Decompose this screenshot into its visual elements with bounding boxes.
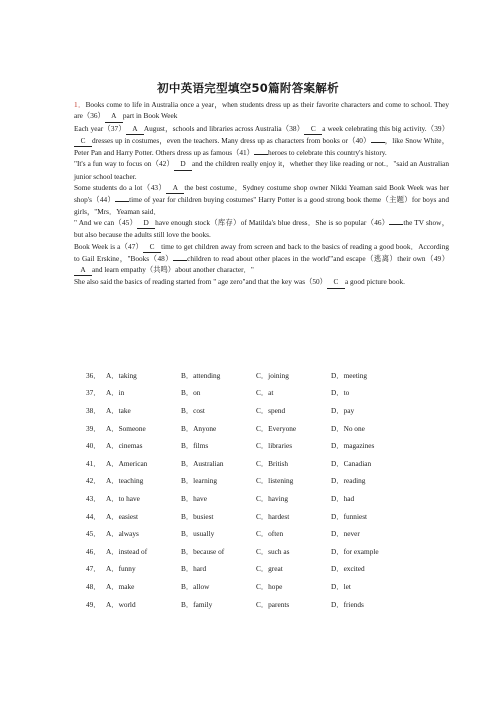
option-d: D．No one [331,423,365,433]
option-c: C．often [256,529,284,539]
text: time of year for children buying costumes" Harry Potter is a good strong book theme（主题）for boys and girls，"Mrs．Yeaman said． [74,195,449,216]
option-b: B．because of [181,546,225,556]
option-d: D．meeting [331,370,368,380]
answer-blank-45: D [137,217,155,229]
option-row [86,420,416,438]
text: the best costume．Sydney costume shop owner Nikki Yeaman said Book Week was her shop's（44） [74,183,450,205]
option-row [86,561,416,579]
option-c: C．at [256,388,274,398]
option-c: C．joining [256,370,289,380]
option-c: C．great [256,564,283,574]
text: children to read about other places in the world'"and escape（逃离）their own（49） [187,253,450,263]
option-c: C．having [256,493,289,503]
text: part in Book Week [122,111,178,121]
option-a: A．American [106,458,148,468]
option-row [86,367,416,385]
answer-blank-42: D [174,158,192,170]
option-number: 48． [86,581,101,591]
option-number: 39． [86,423,101,433]
option-row [86,473,416,491]
text: She also said the basics of reading started from " age zero"and that the key was（50） [74,277,327,287]
text: a good picture book. [344,277,405,287]
option-number: 43． [86,493,101,503]
option-a: A．make [106,581,135,591]
option-row [86,525,416,543]
option-b: B．films [181,441,209,451]
option-a: A．taking [106,370,137,380]
option-c: C．libraries [256,441,293,451]
option-number: 47． [86,564,101,574]
option-b: B．family [181,599,213,609]
answer-blank-50: C [327,276,345,288]
page-title: 初中英语完型填空50篇附答案解析 [157,81,339,95]
option-number: 40． [86,441,101,451]
option-b: B．allow [181,581,210,591]
option-b: B．Australian [181,458,224,468]
paragraph-2 [74,123,449,159]
option-number: 37． [86,388,101,398]
option-c: C．listening [256,476,294,486]
text: a week celebrating this big activity.（39） [322,123,449,133]
answer-blank-38: C [304,123,322,135]
text: Some students do a lot（43） [74,183,167,193]
option-a: A．world [106,599,136,609]
paragraph-7 [74,276,449,288]
option-d: D．let [331,581,351,591]
option-d: D．excited [331,564,365,574]
answer-blank-47: C [143,241,161,253]
option-a: A．take [106,405,131,415]
option-a: A．in [106,388,125,398]
option-row [86,385,416,403]
answer-blank-44 [115,201,129,202]
option-b: B．Anyone [181,423,217,433]
option-b: B．hard [181,564,207,574]
answer-options-list [86,367,416,613]
option-a: A．Someone [106,423,146,433]
option-number: 36． [86,370,101,380]
option-number: 45． [86,529,101,539]
option-b: B．have [181,493,207,503]
option-number: 38． [86,405,101,415]
text: and learn empathy（共鸣）about another character．" [92,265,254,275]
text: time to get children away from screen and back to the basics of reading a good book．According to Gail Erskine，"Books（48） [74,241,449,263]
option-c: C．spend [256,405,286,415]
option-row [86,578,416,596]
option-a: A．easiest [106,511,139,521]
option-c: C．Everyone [256,423,297,433]
answer-blank-49: A [74,264,92,276]
text: have enough stock（库存）of Matilda's blue dress．She is so popular（46） [155,217,390,227]
answer-blank-41 [254,154,268,155]
text: August，schools and libraries across Australia（38） [143,123,305,133]
option-row [86,596,416,614]
option-b: B．cost [181,405,205,415]
option-a: A．to have [106,493,140,503]
option-c: C．parents [256,599,290,609]
option-a: A．teaching [106,476,144,486]
text: and the children really enjoy it，whether they like reading or not.．"said an Australian junior school teacher. [74,159,449,181]
option-c: C．British [256,458,289,468]
answer-blank-39: C [74,135,92,147]
option-b: B．on [181,388,201,398]
option-d: D．had [331,493,355,503]
option-d: D．reading [331,476,366,486]
option-c: C．hardest [256,511,290,521]
text: Each year（37） [74,123,126,133]
option-c: C．hope [256,581,283,591]
option-row [86,402,416,420]
paragraph-6 [74,241,449,277]
paragraph-1 [74,99,449,123]
text: "It's a fun way to focus on（42） [74,159,174,169]
paragraph-4 [74,182,449,217]
text: ，like Snow White，Peter Pan and Harry Potter. Others dress up as famous（41） [74,135,449,158]
option-row [86,508,416,526]
option-d: D．magazines [331,441,375,451]
text: dresses up in costumes，even the teachers. Many dress up as characters from books or（40） [92,135,371,145]
answer-blank-46 [389,224,403,225]
text: " And we can（45） [74,217,138,227]
option-c: C．such as [256,546,290,556]
passage [74,99,449,289]
option-number: 44． [86,511,101,521]
option-d: D．friends [331,599,364,609]
option-row [86,543,416,561]
answer-blank-37: A [126,123,144,135]
option-d: D．for example [331,546,379,556]
answer-blank-36: A [105,110,123,122]
text: Books come to life in Australia once a year，when students dress up as their favorite characters and come to school. They are（36） [74,100,449,121]
option-b: B．attending [181,370,221,380]
option-a: A．cinemas [106,441,143,451]
question-number: 1． [74,100,86,109]
paragraph-3 [74,158,449,182]
option-d: D．Canadian [331,458,372,468]
option-a: A．funny [106,564,136,574]
option-row [86,455,416,473]
option-d: D．to [331,388,350,398]
paragraph-5 [74,217,449,241]
option-number: 46． [86,546,101,556]
option-row [86,490,416,508]
answer-blank-40 [371,142,385,143]
option-number: 49． [86,599,101,609]
option-row [86,437,416,455]
option-d: D．pay [331,405,355,415]
option-b: B．learning [181,476,218,486]
text: Book Week is a（47） [74,241,144,251]
option-d: D．never [331,529,360,539]
text: the TV show，but also because the adults still love the books. [74,217,449,240]
option-a: A．always [106,529,139,539]
answer-blank-48 [173,260,187,261]
text: heroes to celebrate this country's history. [267,148,387,158]
answer-blank-43: A [166,182,184,194]
option-b: B．usually [181,529,215,539]
option-number: 42． [86,476,101,486]
option-a: A．instead of [106,546,148,556]
option-d: D．funniest [331,511,368,521]
option-b: B．busiest [181,511,214,521]
option-number: 41． [86,458,101,468]
